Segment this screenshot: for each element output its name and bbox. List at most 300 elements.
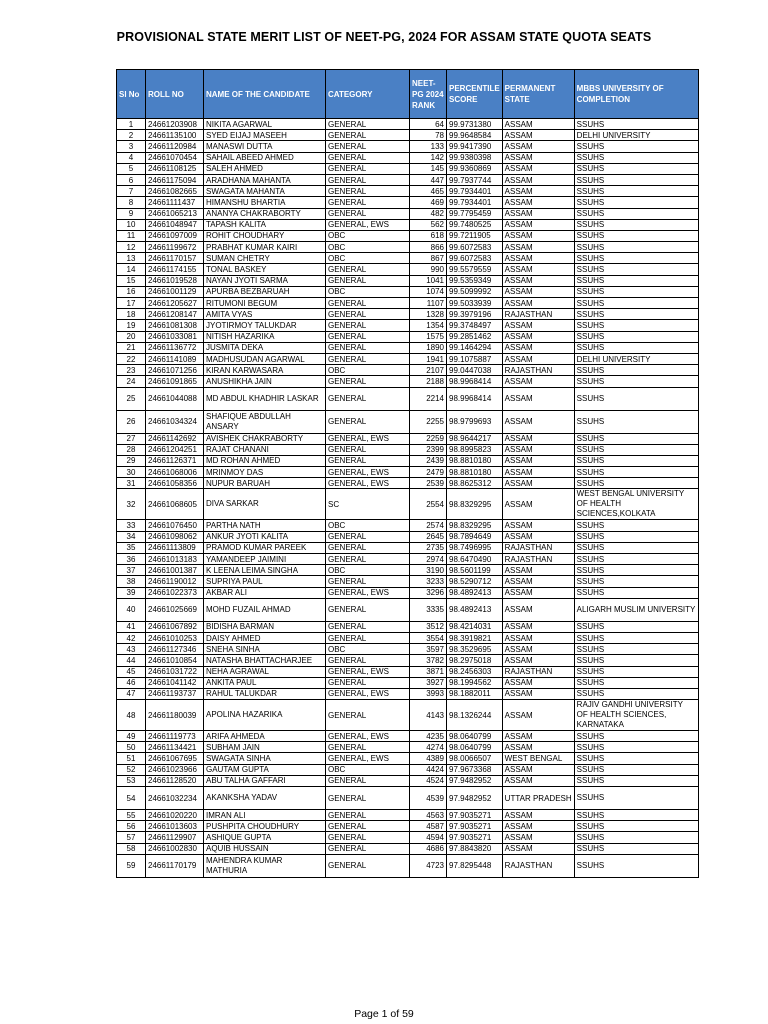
roll-no-cell: 24661070454 [146,152,204,163]
category-cell: GENERAL [326,775,410,786]
university-cell: SSUHS [574,230,698,241]
rank-cell: 2188 [410,376,447,387]
page-number: Page 1 of 59 [354,1008,414,1020]
table-row [117,854,699,877]
state-cell: UTTAR PRADESH [502,787,574,810]
roll-no-cell: 24661068006 [146,467,204,478]
percentile-cell: 99.6072583 [447,253,503,264]
table-row [117,531,699,542]
rank-cell: 4539 [410,787,447,810]
category-cell: GENERAL [326,208,410,219]
sl-no-cell: 54 [117,787,146,810]
category-cell: OBC [326,520,410,531]
category-cell: GENERAL [326,186,410,197]
header-category: CATEGORY [326,70,410,119]
table-row [117,275,699,286]
category-cell: GENERAL [326,130,410,141]
state-cell: ASSAM [502,433,574,444]
candidate-name-cell: PRABHAT KUMAR KAIRI [204,242,326,253]
table-row [117,764,699,775]
candidate-name-cell: ARADHANA MAHANTA [204,174,326,185]
sl-no-cell: 58 [117,843,146,854]
percentile-cell: 99.9731380 [447,119,503,130]
university-cell: SSUHS [574,298,698,309]
university-cell: SSUHS [574,677,698,688]
roll-no-cell: 24661025669 [146,598,204,621]
university-cell: SSUHS [574,141,698,152]
header-sl-no: Sl No [117,70,146,119]
header-university: MBBS UNIVERSITY OF COMPLETION [574,70,698,119]
state-cell: ASSAM [502,621,574,632]
category-cell: GENERAL [326,854,410,877]
candidate-name-cell: RAHUL TALUKDAR [204,688,326,699]
percentile-cell: 98.3919821 [447,632,503,643]
university-cell: SSUHS [574,632,698,643]
table-row [117,520,699,531]
percentile-cell: 98.8329295 [447,520,503,531]
candidate-name-cell: SALEH AHMED [204,163,326,174]
roll-no-cell: 24661032234 [146,787,204,810]
percentile-cell: 98.4892413 [447,598,503,621]
university-cell: SSUHS [574,376,698,387]
sl-no-cell: 9 [117,208,146,219]
rank-cell: 866 [410,242,447,253]
table-row [117,130,699,141]
rank-cell: 133 [410,141,447,152]
rank-cell: 2479 [410,467,447,478]
table-row [117,141,699,152]
state-cell: RAJASTHAN [502,666,574,677]
sl-no-cell: 26 [117,410,146,433]
candidate-name-cell: NEHA AGRAWAL [204,666,326,677]
table-row [117,821,699,832]
university-cell: SSUHS [574,565,698,576]
rank-cell: 2107 [410,365,447,376]
sl-no-cell: 41 [117,621,146,632]
category-cell: GENERAL [326,174,410,185]
rank-cell: 1354 [410,320,447,331]
roll-no-cell: 24661208147 [146,309,204,320]
roll-no-cell: 24661044088 [146,387,204,410]
university-cell: SSUHS [574,286,698,297]
percentile-cell: 98.1994562 [447,677,503,688]
candidate-name-cell: AKBAR ALI [204,587,326,598]
rank-cell: 4524 [410,775,447,786]
roll-no-cell: 24661136772 [146,342,204,353]
rank-cell: 867 [410,253,447,264]
candidate-name-cell: DIVA SARKAR [204,489,326,520]
candidate-name-cell: HIMANSHU BHARTIA [204,197,326,208]
percentile-cell: 98.5601199 [447,565,503,576]
table-row [117,598,699,621]
candidate-name-cell: JUSMITA DEKA [204,342,326,353]
roll-no-cell: 24661067695 [146,753,204,764]
category-cell: GENERAL [326,554,410,565]
category-cell: OBC [326,253,410,264]
candidate-name-cell: SUPRIYA PAUL [204,576,326,587]
state-cell: ASSAM [502,141,574,152]
sl-no-cell: 13 [117,253,146,264]
state-cell: ASSAM [502,688,574,699]
candidate-name-cell: AQUIB HUSSAIN [204,843,326,854]
roll-no-cell: 24661001387 [146,565,204,576]
candidate-name-cell: APURBA BEZBARUAH [204,286,326,297]
sl-no-cell: 45 [117,666,146,677]
candidate-name-cell: NITISH HAZARIKA [204,331,326,342]
university-cell: SSUHS [574,742,698,753]
percentile-cell: 98.8810180 [447,455,503,466]
rank-cell: 4389 [410,753,447,764]
percentile-cell: 99.9648584 [447,130,503,141]
percentile-cell: 99.9380398 [447,152,503,163]
university-cell: SSUHS [574,775,698,786]
percentile-cell: 98.7894649 [447,531,503,542]
category-cell: GENERAL [326,621,410,632]
category-cell: GENERAL [326,531,410,542]
percentile-cell: 98.3529695 [447,644,503,655]
state-cell: ASSAM [502,342,574,353]
rank-cell: 2735 [410,542,447,553]
rank-cell: 2554 [410,489,447,520]
candidate-name-cell: NIKITA AGARWAL [204,119,326,130]
sl-no-cell: 18 [117,309,146,320]
state-cell: ASSAM [502,208,574,219]
table-row [117,298,699,309]
candidate-name-cell: IMRAN ALI [204,810,326,821]
percentile-cell: 97.9035271 [447,832,503,843]
sl-no-cell: 15 [117,275,146,286]
percentile-cell: 99.9417390 [447,141,503,152]
candidate-name-cell: YAMANDEEP JAIMINI [204,554,326,565]
rank-cell: 4143 [410,700,447,731]
category-cell: GENERAL [326,141,410,152]
rank-cell: 3927 [410,677,447,688]
state-cell: ASSAM [502,387,574,410]
category-cell: GENERAL [326,787,410,810]
rank-cell: 4274 [410,742,447,753]
university-cell: SSUHS [574,331,698,342]
percentile-cell: 99.0447038 [447,365,503,376]
candidate-name-cell: AMITA VYAS [204,309,326,320]
merit-list-table [116,69,699,878]
sl-no-cell: 39 [117,587,146,598]
state-cell: ASSAM [502,531,574,542]
sl-no-cell: 24 [117,376,146,387]
table-row [117,230,699,241]
sl-no-cell: 4 [117,152,146,163]
category-cell: GENERAL [326,810,410,821]
roll-no-cell: 24661120984 [146,141,204,152]
roll-no-cell: 24661119773 [146,731,204,742]
sl-no-cell: 16 [117,286,146,297]
roll-no-cell: 24661048947 [146,219,204,230]
roll-no-cell: 24661111437 [146,197,204,208]
table-row [117,309,699,320]
sl-no-cell: 50 [117,742,146,753]
university-cell: SSUHS [574,655,698,666]
rank-cell: 1575 [410,331,447,342]
roll-no-cell: 24661180039 [146,700,204,731]
rank-cell: 1941 [410,353,447,364]
percentile-cell: 99.1464294 [447,342,503,353]
table-row [117,253,699,264]
state-cell: RAJASTHAN [502,542,574,553]
candidate-name-cell: MD ROHAN AHMED [204,455,326,466]
roll-no-cell: 24661071256 [146,365,204,376]
roll-no-cell: 24661013603 [146,821,204,832]
university-cell: DELHI UNIVERSITY [574,353,698,364]
roll-no-cell: 24661135100 [146,130,204,141]
sl-no-cell: 17 [117,298,146,309]
sl-no-cell: 47 [117,688,146,699]
university-cell: SSUHS [574,832,698,843]
university-cell: SSUHS [574,410,698,433]
roll-no-cell: 24661097009 [146,230,204,241]
sl-no-cell: 57 [117,832,146,843]
candidate-name-cell: ARIFA AHMEDA [204,731,326,742]
category-cell: GENERAL [326,444,410,455]
rank-cell: 3993 [410,688,447,699]
table-row [117,489,699,520]
table-row [117,342,699,353]
roll-no-cell: 24661019528 [146,275,204,286]
table-row [117,542,699,553]
table-row [117,152,699,163]
percentile-cell: 99.5033939 [447,298,503,309]
university-cell: SSUHS [574,467,698,478]
candidate-name-cell: MD ABDUL KHADHIR LASKAR [204,387,326,410]
state-cell: ASSAM [502,286,574,297]
rank-cell: 618 [410,230,447,241]
sl-no-cell: 21 [117,342,146,353]
rank-cell: 3512 [410,621,447,632]
rank-cell: 3233 [410,576,447,587]
rank-cell: 64 [410,119,447,130]
rank-cell: 1890 [410,342,447,353]
state-cell: ASSAM [502,832,574,843]
percentile-cell: 99.5579559 [447,264,503,275]
university-cell: SSUHS [574,787,698,810]
percentile-cell: 98.5290712 [447,576,503,587]
candidate-name-cell: SUMAN CHETRY [204,253,326,264]
candidate-name-cell: ASHIQUE GUPTA [204,832,326,843]
candidate-name-cell: SWAGATA SINHA [204,753,326,764]
table-row [117,700,699,731]
state-cell: ASSAM [502,742,574,753]
rank-cell: 1328 [410,309,447,320]
roll-no-cell: 24661058356 [146,478,204,489]
roll-no-cell: 24661199672 [146,242,204,253]
category-cell: GENERAL [326,331,410,342]
state-cell: ASSAM [502,467,574,478]
university-cell: SSUHS [574,119,698,130]
rank-cell: 2255 [410,410,447,433]
state-cell: ASSAM [502,331,574,342]
roll-no-cell: 24661068605 [146,489,204,520]
candidate-name-cell: DAISY AHMED [204,632,326,643]
candidate-name-cell: K LEENA LEIMA SINGHA [204,565,326,576]
rank-cell: 469 [410,197,447,208]
table-row [117,410,699,433]
percentile-cell: 98.1882011 [447,688,503,699]
category-cell: OBC [326,242,410,253]
roll-no-cell: 24661126371 [146,455,204,466]
rank-cell: 465 [410,186,447,197]
percentile-cell: 98.0640799 [447,742,503,753]
table-row [117,467,699,478]
percentile-cell: 98.2456303 [447,666,503,677]
state-cell: ASSAM [502,444,574,455]
table-row [117,775,699,786]
category-cell: GENERAL [326,700,410,731]
candidate-name-cell: SWAGATA MAHANTA [204,186,326,197]
table-row [117,644,699,655]
state-cell: ASSAM [502,163,574,174]
roll-no-cell: 24661041142 [146,677,204,688]
category-cell: GENERAL [326,298,410,309]
category-cell: GENERAL [326,376,410,387]
university-cell: SSUHS [574,320,698,331]
percentile-cell: 99.7211905 [447,230,503,241]
rank-cell: 1074 [410,286,447,297]
table-row [117,632,699,643]
state-cell: ASSAM [502,253,574,264]
sl-no-cell: 59 [117,854,146,877]
state-cell: ASSAM [502,700,574,731]
university-cell: RAJIV GANDHI UNIVERSITY OF HEALTH SCIENCES, KARNATAKA [574,700,698,731]
state-cell: RAJASTHAN [502,854,574,877]
state-cell: ASSAM [502,731,574,742]
percentile-cell: 98.7496995 [447,542,503,553]
sl-no-cell: 38 [117,576,146,587]
percentile-cell: 98.0640799 [447,731,503,742]
sl-no-cell: 23 [117,365,146,376]
state-cell: ASSAM [502,242,574,253]
state-cell: ASSAM [502,576,574,587]
percentile-cell: 99.3748497 [447,320,503,331]
roll-no-cell: 24661190012 [146,576,204,587]
university-cell: SSUHS [574,644,698,655]
state-cell: RAJASTHAN [502,554,574,565]
roll-no-cell: 24661142692 [146,433,204,444]
table-row [117,587,699,598]
header-candidate-name: NAME OF THE CANDIDATE [204,70,326,119]
table-row [117,753,699,764]
category-cell: OBC [326,565,410,576]
university-cell: DELHI UNIVERSITY [574,130,698,141]
table-row [117,810,699,821]
candidate-name-cell: NATASHA BHATTACHARJEE [204,655,326,666]
state-cell: ASSAM [502,821,574,832]
university-cell: SSUHS [574,554,698,565]
table-row [117,174,699,185]
state-cell: RAJASTHAN [502,365,574,376]
candidate-name-cell: PUSHPITA CHOUDHURY [204,821,326,832]
roll-no-cell: 24661203908 [146,119,204,130]
category-cell: OBC [326,286,410,297]
state-cell: ASSAM [502,843,574,854]
university-cell: SSUHS [574,753,698,764]
table-row [117,242,699,253]
university-cell: SSUHS [574,219,698,230]
candidate-name-cell: ABU TALHA GAFFARI [204,775,326,786]
roll-no-cell: 24661128520 [146,775,204,786]
university-cell: SSUHS [574,587,698,598]
sl-no-cell: 10 [117,219,146,230]
category-cell: GENERAL [326,655,410,666]
category-cell: GENERAL, EWS [326,219,410,230]
state-cell: ASSAM [502,186,574,197]
sl-no-cell: 5 [117,163,146,174]
roll-no-cell: 24661134421 [146,742,204,753]
state-cell: ASSAM [502,677,574,688]
candidate-name-cell: TAPASH KALITA [204,219,326,230]
state-cell: ASSAM [502,264,574,275]
university-cell: SSUHS [574,731,698,742]
table-row [117,119,699,130]
university-cell: SSUHS [574,253,698,264]
state-cell: ASSAM [502,353,574,364]
university-cell: SSUHS [574,444,698,455]
candidate-name-cell: RITUMONI BEGUM [204,298,326,309]
rank-cell: 2539 [410,478,447,489]
sl-no-cell: 40 [117,598,146,621]
category-cell: GENERAL [326,455,410,466]
roll-no-cell: 24661031722 [146,666,204,677]
page-title: PROVISIONAL STATE MERIT LIST OF NEET-PG, 2024 FOR ASSAM STATE QUOTA SEATS [116,30,652,44]
university-cell: SSUHS [574,342,698,353]
candidate-name-cell: ROHIT CHOUDHARY [204,230,326,241]
roll-no-cell: 24661170179 [146,854,204,877]
table-row [117,478,699,489]
percentile-cell: 99.6072583 [447,242,503,253]
table-row [117,843,699,854]
roll-no-cell: 24661010854 [146,655,204,666]
percentile-cell: 99.5359349 [447,275,503,286]
roll-no-cell: 24661108125 [146,163,204,174]
candidate-name-cell: ANUSHIKHA JAIN [204,376,326,387]
state-cell: ASSAM [502,478,574,489]
candidate-name-cell: MRINMOY DAS [204,467,326,478]
university-cell: SSUHS [574,387,698,410]
category-cell: GENERAL [326,264,410,275]
state-cell: ASSAM [502,520,574,531]
sl-no-cell: 31 [117,478,146,489]
percentile-cell: 97.9035271 [447,821,503,832]
sl-no-cell: 27 [117,433,146,444]
roll-no-cell: 24661076450 [146,520,204,531]
percentile-cell: 97.9673368 [447,764,503,775]
university-cell: SSUHS [574,542,698,553]
percentile-cell: 98.9799693 [447,410,503,433]
sl-no-cell: 35 [117,542,146,553]
university-cell: SSUHS [574,576,698,587]
percentile-cell: 99.7937744 [447,174,503,185]
percentile-cell: 99.2851462 [447,331,503,342]
roll-no-cell: 24661013183 [146,554,204,565]
table-row [117,433,699,444]
percentile-cell: 99.5099992 [447,286,503,297]
category-cell: GENERAL [326,632,410,643]
category-cell: GENERAL, EWS [326,688,410,699]
roll-no-cell: 24661001129 [146,286,204,297]
roll-no-cell: 24661091865 [146,376,204,387]
percentile-cell: 97.8843820 [447,843,503,854]
state-cell: ASSAM [502,810,574,821]
university-cell: SSUHS [574,764,698,775]
table-row [117,286,699,297]
roll-no-cell: 24661022373 [146,587,204,598]
